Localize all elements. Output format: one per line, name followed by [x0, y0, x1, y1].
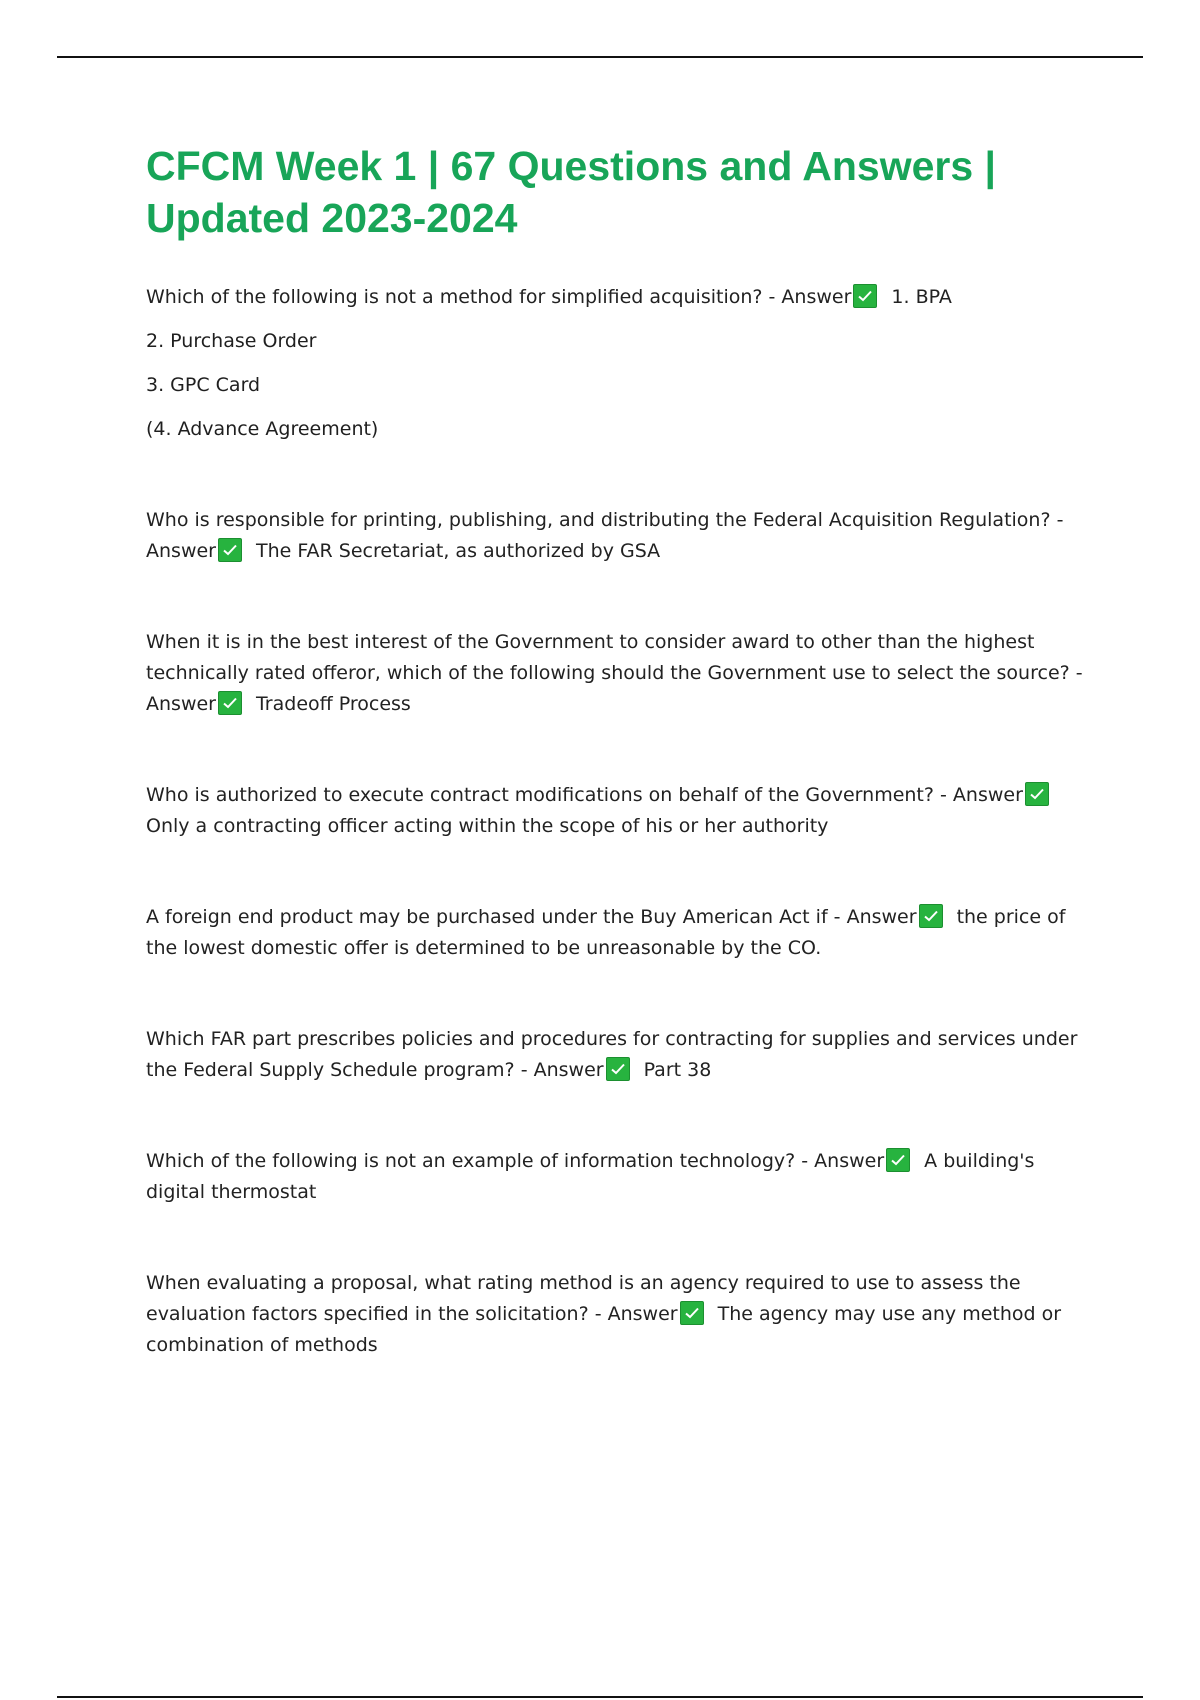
- document-body: [146, 140, 1096, 1421]
- answer-option: 2. Purchase Order: [146, 330, 317, 352]
- document-title: CFCM Week 1 | 67 Questions and Answers | Updated 2023-2024: [146, 143, 997, 241]
- answer-option: (4. Advance Agreement): [146, 418, 379, 440]
- qa-item: [146, 627, 1096, 720]
- answer-label: - Answer: [795, 1150, 885, 1172]
- top-rule: [57, 56, 1143, 58]
- check-icon: [1025, 782, 1049, 806]
- answer-text: The agency may use any method or combination of methods: [146, 1303, 1062, 1356]
- question-text: Who is responsible for printing, publishing, and distributing the Federal Acquisition Regulation?: [146, 509, 1051, 531]
- answer-label: - Answer: [827, 906, 917, 928]
- question-text: Who is authorized to execute contract modifications on behalf of the Government?: [146, 784, 934, 806]
- answer-label: - Answer: [146, 509, 1064, 562]
- question-text: Which of the following is not a method for simplified acquisition?: [146, 286, 763, 308]
- answer-text: the price of the lowest domestic offer is determined to be unreasonable by the CO.: [146, 906, 1066, 959]
- check-icon: [218, 691, 242, 715]
- question-text: Which FAR part prescribes policies and procedures for contracting for supplies and services under the Federal Supply Schedule program?: [146, 1028, 1078, 1081]
- answer-label: - Answer: [588, 1303, 678, 1325]
- qa-item: [146, 1024, 1096, 1086]
- check-icon: [919, 904, 943, 928]
- check-icon: [680, 1301, 704, 1325]
- question-text: When it is in the best interest of the Government to consider award to other than the highest technically rated offeror, which of the following should the Government use to select the source?: [146, 631, 1070, 684]
- check-icon: [218, 538, 242, 562]
- bottom-rule: [57, 1696, 1143, 1698]
- answer-text: Tradeoff Process: [255, 693, 411, 715]
- answer-text: Only a contracting officer acting within the scope of his or her authority: [146, 815, 829, 837]
- answer-label: - Answer: [146, 662, 1083, 715]
- answer-label: - Answer: [762, 286, 852, 308]
- answer-text: Part 38: [643, 1059, 712, 1081]
- answer-text: 1. BPA: [891, 286, 952, 308]
- question-text: When evaluating a proposal, what rating method is an agency required to use to assess the evaluation factors specified in the solicitation?: [146, 1272, 1021, 1325]
- answer-label: - Answer: [514, 1059, 604, 1081]
- qa-item: [146, 902, 1096, 964]
- question-text: A foreign end product may be purchased under the Buy American Act if: [146, 906, 828, 928]
- check-icon: [886, 1148, 910, 1172]
- answer-option: 3. GPC Card: [146, 374, 261, 396]
- qa-item: [146, 1268, 1096, 1361]
- qa-item: [146, 505, 1096, 567]
- question-text: Which of the following is not an example of information technology?: [146, 1150, 796, 1172]
- check-icon: [853, 284, 877, 308]
- answer-label: - Answer: [933, 784, 1023, 806]
- qa-item: [146, 780, 1096, 842]
- qa-item: [146, 1146, 1096, 1208]
- qa-item: [146, 282, 1096, 445]
- answer-text: The FAR Secretariat, as authorized by GSA: [255, 540, 661, 562]
- check-icon: [606, 1057, 630, 1081]
- answer-text: A building's digital thermostat: [146, 1150, 1035, 1203]
